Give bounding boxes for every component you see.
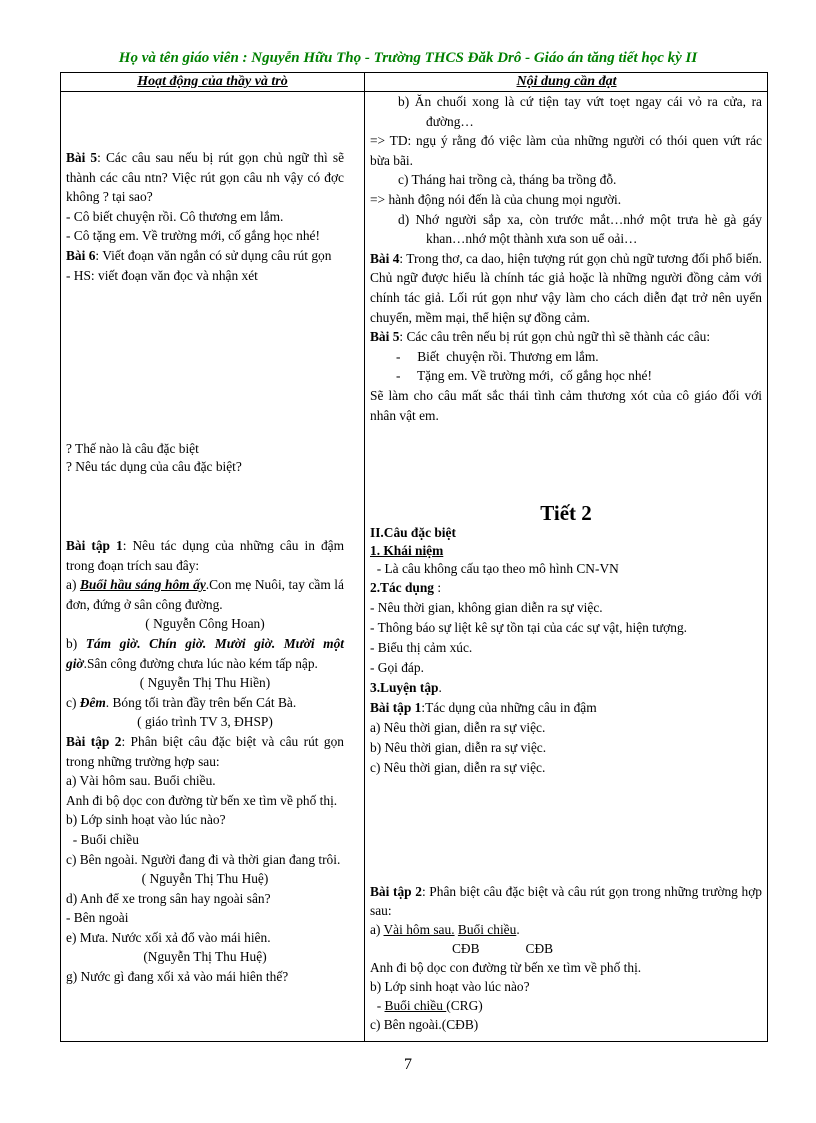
answer-b: b) Ăn chuối xong là cứ tiện tay vứt toẹt ngay cái vỏ ra cửa, ra đường… [398, 94, 762, 129]
bai5-answer-line1: - Biết chuyện rồi. Thương em lắm. [396, 348, 599, 364]
bt1-b [66, 634, 344, 673]
bai6-label: Bài 6 [66, 247, 96, 263]
bai4-label: Bài 4 [370, 250, 400, 266]
practice-bt2-b2-end: (CRG) [446, 998, 483, 1013]
left-block-bai5-6 [66, 148, 344, 285]
bt2-text: : Phân biệt câu đặc biệt và câu rút gọn trong những trường hợp sau: [66, 733, 344, 769]
answer-c-td: => hành động nói đến là của chung mọi người. [370, 191, 622, 207]
left-column-header: Hoạt động của thầy và trò [137, 74, 288, 89]
practice-bt2-a2: Anh đi bộ dọc con đường từ bến xe tìm về phố thị. [370, 960, 642, 975]
answer-d: d) Nhớ người sắp xa, còn trước mắt…nhớ một trưa hè gà gáy khan…nhớ một thành xưa son uể oải… [398, 211, 762, 247]
page-header: Họ và tên giáo viên : Nguyễn Hữu Thọ - Trường THCS Đăk Drô - Giáo án tăng tiết học kỳ II [118, 50, 698, 66]
section-effect-label: 2.Tác dụng [370, 580, 434, 595]
practice-bt1-c: c) Nêu thời gian, diễn ra sự việc. [370, 760, 546, 775]
bt1-label: Bài tập 1 [66, 538, 123, 553]
effect-2: - Thông báo sự liệt kê sự tồn tại của các sự vật, hiện tượng. [370, 620, 687, 635]
bai5-answer-end: Sẽ làm cho câu mất sắc thái tình cảm thương xót của cô giáo đối với nhân vật em. [370, 387, 762, 423]
bai5-question [66, 148, 344, 207]
bai5-answer-label: Bài 5 [370, 329, 400, 345]
right-column-header: Nội dung cần đạt [516, 74, 617, 89]
practice-bt2-a [370, 920, 762, 939]
practice-bt1-b: b) Nêu thời gian, diễn ra sự việc. [370, 740, 547, 755]
right-block-theory [370, 524, 762, 778]
bt1-c-rest: . Bóng tối tràn đầy trên bến Cát Bà. [105, 694, 297, 710]
bai5-label: Bài 5 [66, 150, 98, 165]
bai5-text: : Các câu sau nếu bị rút gọn chủ ngữ thì sẽ thành các câu ntn? Việc rút gọn câu nh vậy có đợc không ? tại sao? [66, 150, 345, 205]
practice-bt2-text: : Phân biệt câu đặc biệt và câu rút gọn trong những trường hợp sau: [370, 884, 762, 918]
bt1-question [66, 536, 344, 575]
bai5-answer-line2: - Tặng em. Về trường mới, cố gắng học nhé! [396, 368, 652, 384]
section-effect [370, 578, 762, 598]
answer-b-td: => TD: ngụ ý rằng đó việc làm của những người có thói quen vứt rác bừa bãi. [370, 133, 762, 168]
bt2-d: d) Anh để xe trong sân hay ngoài sân? [66, 890, 271, 906]
bt2-label: Bài tập 2 [66, 733, 122, 749]
bt2-g: g) Nước gì đang xối xả vào mái hiên thế? [66, 969, 289, 985]
cdb-label-1: CĐB [452, 941, 480, 956]
bai4-answer [370, 249, 762, 327]
effect-3: - Biểu thị cảm xúc. [370, 640, 473, 655]
practice-bt1-label: Bài tập 1 [370, 700, 422, 715]
bt1-a-source: ( Nguyễn Công Hoan) [145, 616, 265, 632]
right-block-bt2 [370, 882, 762, 1034]
bt1-c-bold: Đêm [79, 694, 106, 710]
left-block-exercises [66, 536, 344, 987]
bt1-text: : Nêu tác dụng của những câu in đậm trong đoạn trích sau đây: [66, 538, 345, 573]
right-block-top [370, 92, 762, 425]
page-number: 7 [404, 1056, 412, 1073]
question-2: ? Nêu tác dụng của câu đặc biệt? [66, 459, 242, 474]
effect-4: - Gọi đáp. [370, 660, 424, 675]
question-1: ? Thế nào là câu đặc biệt [66, 441, 199, 456]
left-block-questions [66, 440, 344, 476]
section-practice [370, 678, 762, 698]
bt1-a-bold: Buổi hầu sáng hôm ấy [79, 577, 206, 593]
cdb-label-2: CĐB [525, 941, 554, 956]
section-practice-label: 3.Luyện tập [370, 680, 439, 695]
bt1-c [66, 693, 344, 713]
bt1-b-source: ( Nguyễn Thị Thu Hiền) [139, 675, 271, 691]
bt1-c-source: ( giáo trình TV 3, ĐHSP) [137, 714, 273, 730]
bt2-e-source: (Nguyễn Thị Thu Huệ) [143, 949, 267, 965]
section-concept-label: 1. Khái niệm [370, 543, 444, 558]
bt1-b-bold: Tám giờ. Chín giờ. Mười giờ. Mười một giờ [66, 635, 344, 671]
tiet-2-title [370, 500, 762, 526]
bai5-answer [370, 327, 762, 347]
bt1-b-rest: .Sân công đường chưa lúc nào kém tấp nập. [83, 655, 318, 671]
bai5-answer-text: : Các câu trên nếu bị rút gọn chủ ngữ thì sẽ thành các câu: [399, 329, 711, 345]
answer-c: c) Tháng hai trồng cà, tháng ba trồng đỗ. [398, 172, 617, 188]
practice-bt2-a-u2: Buổi chiều [457, 922, 517, 937]
practice-bt2-c: c) Bên ngoài.(CĐB) [370, 1017, 479, 1032]
bai6-text: : Viết đoạn văn ngắn có sử dụng câu rút gọn [95, 247, 332, 263]
bt2-c: c) Bên ngoài. Người đang đi và thời gian đang trôi. [66, 851, 341, 867]
practice-bt2-label: Bài tập 2 [370, 884, 422, 899]
practice-bt2-b: b) Lớp sinh hoạt vào lúc nào? [370, 979, 530, 994]
practice-bt2-b2 [370, 996, 762, 1015]
bt1-b-prefix: b) [66, 635, 86, 651]
practice-bt1 [370, 698, 762, 718]
practice-bt2-a-u1: Vài hôm sau. [383, 922, 455, 937]
bt1-a [66, 575, 344, 614]
practice-bt2-a-end: . [516, 922, 520, 937]
column-divider [364, 73, 365, 1041]
bai5-line2: - Cô tặng em. Về trường mới, cố gắng học nhé! [66, 228, 320, 244]
section-special-sentence: II.Câu đặc biệt [370, 525, 456, 540]
bt2-d2: - Bên ngoài [66, 910, 129, 926]
section-effect-colon: : [434, 580, 442, 595]
bai6-question [66, 246, 344, 266]
bt2-c-source: ( Nguyễn Thị Thu Huệ) [141, 871, 269, 887]
practice-bt2-cdb-row [370, 939, 762, 958]
table-header-row [61, 73, 767, 92]
lesson-period-title: Tiết 2 [540, 501, 592, 525]
bt1-a-prefix: a) [66, 577, 80, 593]
bai6-hs: - HS: viết đoạn văn đọc và nhận xét [66, 267, 258, 283]
practice-bt2-b2-prefix: - [370, 998, 385, 1013]
bt2-e: e) Mưa. Nước xối xả đổ vào mái hiên. [66, 929, 271, 945]
practice-bt2 [370, 882, 762, 920]
section-practice-dot: . [438, 680, 442, 695]
bai4-text: : Trong thơ, ca dao, hiện tượng rút gọn chủ ngữ tương đối phổ biến. Chủ ngữ được hiểu là chính tác giả hoặc là những người đồng cảm với chính tác giả. Lối rút gọn như vậy làm cho cách diễn đạt trở nên uyển chuyển, mềm mại, thể hiện sự đồng cảm. [370, 250, 763, 325]
concept-text: - Là câu không cấu tạo theo mô hình CN-VN [370, 561, 619, 576]
section-concept [370, 542, 762, 560]
bt2-a: a) Vài hôm sau. Buổi chiều. [66, 773, 216, 789]
bt1-c-prefix: c) [66, 694, 80, 710]
bt2-b: b) Lớp sinh hoạt vào lúc nào? [66, 812, 226, 828]
bai5-line1: - Cô biết chuyện rồi. Cô thương em lắm. [66, 208, 284, 224]
practice-bt2-b2-u: Buổi chiều [384, 998, 447, 1013]
bt1-a-rest: .Con mẹ Nuôi, tay cầm lá đơn, đứng ở sân công đường. [66, 577, 344, 612]
effect-1: - Nêu thời gian, không gian diễn ra sự việc. [370, 600, 603, 615]
bt2-question [66, 732, 344, 771]
practice-bt2-a-prefix: a) [370, 922, 384, 937]
practice-bt1-text: :Tác dụng của những câu in đậm [421, 700, 597, 715]
bt2-b2: - Buổi chiều [66, 831, 139, 847]
practice-bt1-a: a) Nêu thời gian, diễn ra sự việc. [370, 720, 546, 735]
bt2-a2: Anh đi bộ dọc con đường từ bến xe tìm về phố thị. [66, 792, 338, 808]
